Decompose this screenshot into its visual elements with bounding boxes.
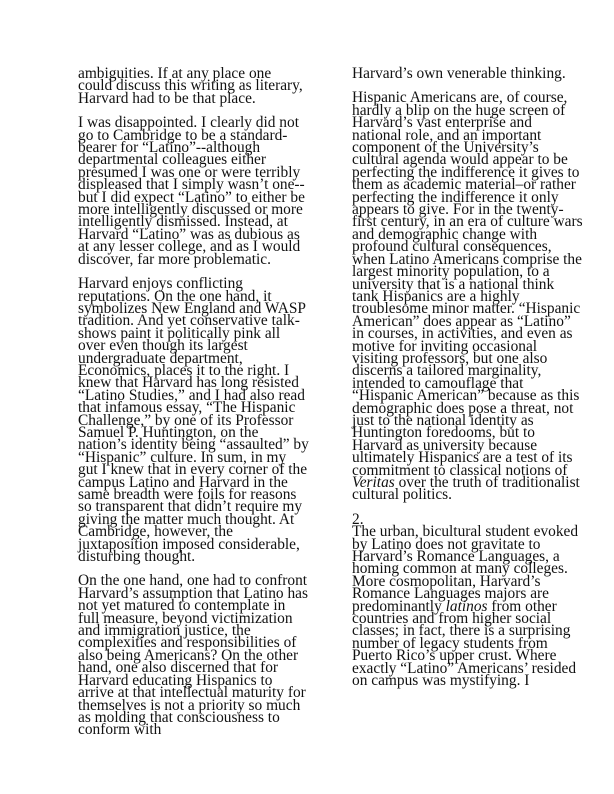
- column-right: [352, 65, 583, 700]
- text-segment: I was disappointed. I clearly did not go to Cambridge to be a standard-bearer for “Latino”--although departmental colleagues either presumed I was one or were terribly displeased that I simply wasn’t one--but I did expect “Latino” to either be more intelligently discussed or more intelligently dismissed. Instead, at Harvard “Latino” was as dubious as at any lesser college, and as I would discover, far more problematic.: [78, 114, 305, 268]
- text-segment: from other countries and from higher social classes; in fact, there is a surprising number of legacy students from Puerto Rico’s upper crust. Where exactly “Latino” Americans’ resided on campus was mystifying. I: [352, 597, 577, 690]
- text-segment: latinos: [445, 597, 488, 615]
- paragraph: [78, 275, 309, 566]
- text-segment: On the one hand, one had to confront Harvard’s assumption that Latino has not yet matured to contemplate in full measure, beyond victimization and immigration justice, the complexities and responsibilities of also being Americans? On the other hand, one also discerned that for Harvard educating Hispanics to arrive at that intellectual maturity for themselves is not a priority so much as molding that consciousness to conform with: [78, 572, 308, 739]
- paragraph: [78, 114, 309, 268]
- paragraph: [352, 89, 583, 504]
- text-segment: Harvard enjoys conflicting reputations. On the one hand, it symbolizes New England and WASP tradition. And yet conservative talk-shows paint it politically pink all over even though its largest undergraduate department, Economics, places it to the right. I knew that Harvard has long resisted “Latino Studies,” and I had also read that infamous essay, “The Hispanic Challenge,” by one of its Professor Samuel P. Huntington, on the nation’s identity being “assaulted” by “Hispanic” culture. In sum, in my gut I knew that in every corner of the campus Latino and Harvard in the same breadth were foils for reasons so transparent that didn’t require my giving the matter much thought. At Cambridge, however, the juxtaposition imposed considerable, disturbing thought.: [78, 275, 309, 566]
- text-segment: Hispanic Americans are, of course, hardly a blip on the huge screen of Harvard’s vast enterprise and national role, and an important component of the University’s cultural agenda would appear to be perfecting the indifference it gives to them as academic material–or rather perfecting the indifference it only appears to give. For in the twenty-first century, in an era of culture wars and demographic change with profound cultural consequences, when Latino Americans comprise the largest minority population, to a university that is a national think tank Hispanics are a highly troublesome minor matter. “Hispanic American” does appear as “Latino” in courses, in activities, and even as motive for inviting occasional visiting professors, but one also discerns a tailored marginality, intended to camouflage that “Hispanic American” because as this demographic does pose a threat, not just to the national identity as Huntington foredooms, but to Harvard as university because ultimately Hispanics are a test of its commitment to classical notions of: [352, 89, 583, 479]
- text-segment: Veritas: [352, 474, 395, 491]
- paragraph: [78, 572, 309, 739]
- text-segment: Harvard’s own venerable thinking.: [352, 65, 566, 82]
- text-segment: ambiguities. If at any place one could discuss this writing as literary, Harvard had to be that place.: [78, 65, 303, 107]
- paragraph: [78, 65, 309, 107]
- text-segment: The urban, bicultural student evoked by Latino does not gravitate to Harvard’s Romance Languages, a homing common at many colleges. More cosmopolitan, Harvard’s Romance Languages majors are predominantly: [352, 523, 579, 615]
- column-left: [78, 65, 309, 749]
- text-segment: 2.: [352, 510, 364, 528]
- paragraph: [352, 523, 583, 690]
- text-segment: over the truth of traditionalist cultural politics.: [352, 474, 580, 504]
- paragraph: [352, 65, 583, 82]
